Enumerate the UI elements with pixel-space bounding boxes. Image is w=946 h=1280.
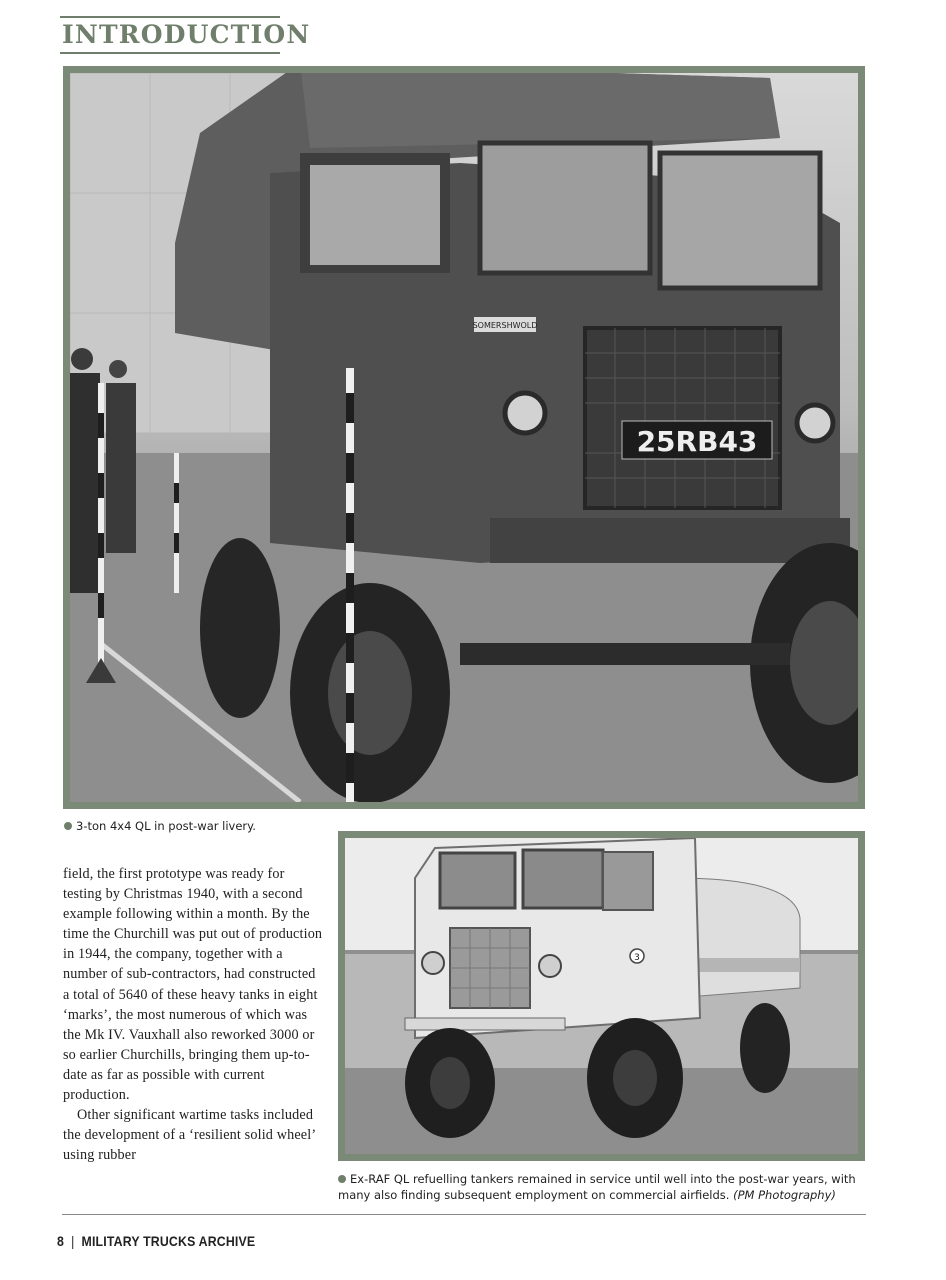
truck-illustration [70, 73, 858, 802]
body-paragraph-1: field, the first prototype was ready for testing by Christmas 1940, with a second example following within a month. By the time the Churchill was put out of production in 1944, the company, together with a number of sub-contractors, had constructed a total of 5640 of these heavy tanks in eight ‘marks’, the most numerous of which was the Mk IV. Vauxhall also reworked 3000 or so earlier Churchills, bringing them up-to-date as far as possible with current production. [63, 866, 323, 1104]
second-photo-caption [338, 1171, 878, 1203]
main-photo [70, 73, 858, 802]
caption-bullet-icon [338, 1175, 346, 1183]
page-number: 8 [57, 1233, 65, 1249]
caption-bullet-icon [64, 822, 72, 830]
article-body [63, 864, 325, 1165]
main-photo-frame [63, 66, 865, 809]
unit-badge: SOMERSHWOLD [472, 321, 538, 330]
photo-credit: (PM Photography) [733, 1188, 836, 1202]
second-photo [345, 838, 858, 1154]
page-footer [57, 1233, 255, 1253]
section-title: INTRODUCTION [60, 16, 280, 54]
main-caption-text: 3-ton 4x4 QL in post-war livery. [76, 819, 256, 833]
footer-divider [62, 1214, 866, 1215]
footer-separator: | [71, 1233, 75, 1249]
tanker-illustration [345, 838, 858, 1154]
body-paragraph-2: Other significant wartime tasks included the development of a ‘resilient solid wheel’ using rubber [63, 1107, 316, 1164]
number-plate: 25RB43 [636, 425, 758, 458]
publication-name: MILITARY TRUCKS ARCHIVE [81, 1233, 256, 1249]
second-caption-text: Ex-RAF QL refuelling tankers remained in service until well into the post-war years, with many also finding subsequent employment on commercial airfields. [338, 1172, 856, 1202]
tank-number: 3 [634, 953, 640, 963]
second-photo-frame [338, 831, 865, 1161]
main-photo-caption [64, 818, 334, 834]
